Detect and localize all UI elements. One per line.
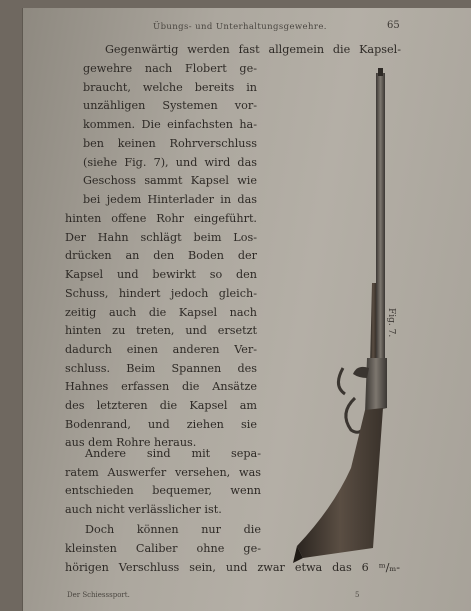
text-line: Geschoss sammt Kapsel wie [83, 174, 257, 188]
page-number: 65 [387, 20, 400, 31]
text-line: Gegenwärtig werden fast allgemein die Kapsel- [105, 43, 401, 56]
text-line: schluss. Beim Spannen des [65, 361, 257, 375]
rifle-stock [297, 408, 383, 558]
text-line: hinten zu treten, und ersetzt [65, 324, 257, 338]
text-line: unzähligen Systemen vor- [83, 99, 257, 113]
text-line: drücken an den Boden der [65, 249, 257, 263]
rifle-lever [338, 368, 345, 394]
text-line: kommen. Die einfachsten ha- [83, 118, 257, 132]
text-line: (siehe Fig. 7), und wird das [83, 155, 257, 169]
rifle-front-sight [378, 68, 383, 76]
text-line: Kapsel und bewirkt so den [65, 268, 257, 282]
book-page [22, 8, 471, 611]
text-line: entschieden bequemer, wenn [65, 484, 261, 498]
printer-signature: 5 [355, 591, 360, 599]
rifle-hammer [353, 367, 369, 378]
text-line: Bodenrand, und ziehen sie [65, 417, 257, 431]
rifle-forestock [370, 283, 376, 368]
text-line: hinten offene Rohr eingeführt. [65, 212, 257, 225]
text-line: braucht, welche bereits in [83, 80, 257, 94]
text-line: Schuss, hindert jedoch gleich- [65, 286, 257, 300]
text-line: ben keinen Rohrverschluss [83, 136, 257, 150]
paragraph3 [65, 521, 261, 558]
text-line: aus dem Rohre heraus. [65, 436, 197, 450]
text-line: auch nicht verlässlicher ist. [65, 503, 222, 517]
running-header: Übungs- und Unterhaltungsgewehre. [153, 22, 327, 32]
paragraph1-lines-b [83, 60, 257, 210]
text-line: gewehre nach Flobert ge- [83, 62, 257, 75]
text-line: ratem Auswerfer versehen, was [65, 465, 261, 479]
footer-signature-line: Der Schiesssport. [67, 591, 130, 599]
text-line: Der Hahn schlägt beim Los- [65, 230, 257, 244]
text-line: dadurch einen anderen Ver- [65, 342, 257, 356]
rifle-receiver [365, 358, 387, 413]
figure-label: Fig. 7. [386, 308, 396, 338]
text-line: Andere sind mit sepa- [85, 447, 261, 460]
paragraph2 [65, 445, 261, 520]
text-line: kleinsten Caliber ohne ge- [65, 541, 261, 555]
text-line: des letzteren die Kapsel am [65, 399, 257, 413]
text-line: Hahnes erfassen die Ansätze [65, 380, 257, 394]
text-line: bei jedem Hinterlader in das [83, 192, 257, 206]
text-line: Doch können nur die [85, 523, 261, 536]
paragraph1-first-line [105, 41, 401, 60]
text-line: hörigen Verschluss sein, und zwar etwa das 6 ᵐ/ₘ- [65, 561, 400, 574]
text-line: zeitig auch die Kapsel nach [65, 305, 257, 319]
paragraph1-lines-c [65, 210, 257, 453]
rifle-barrel [376, 73, 385, 363]
rifle-illustration [273, 68, 413, 568]
